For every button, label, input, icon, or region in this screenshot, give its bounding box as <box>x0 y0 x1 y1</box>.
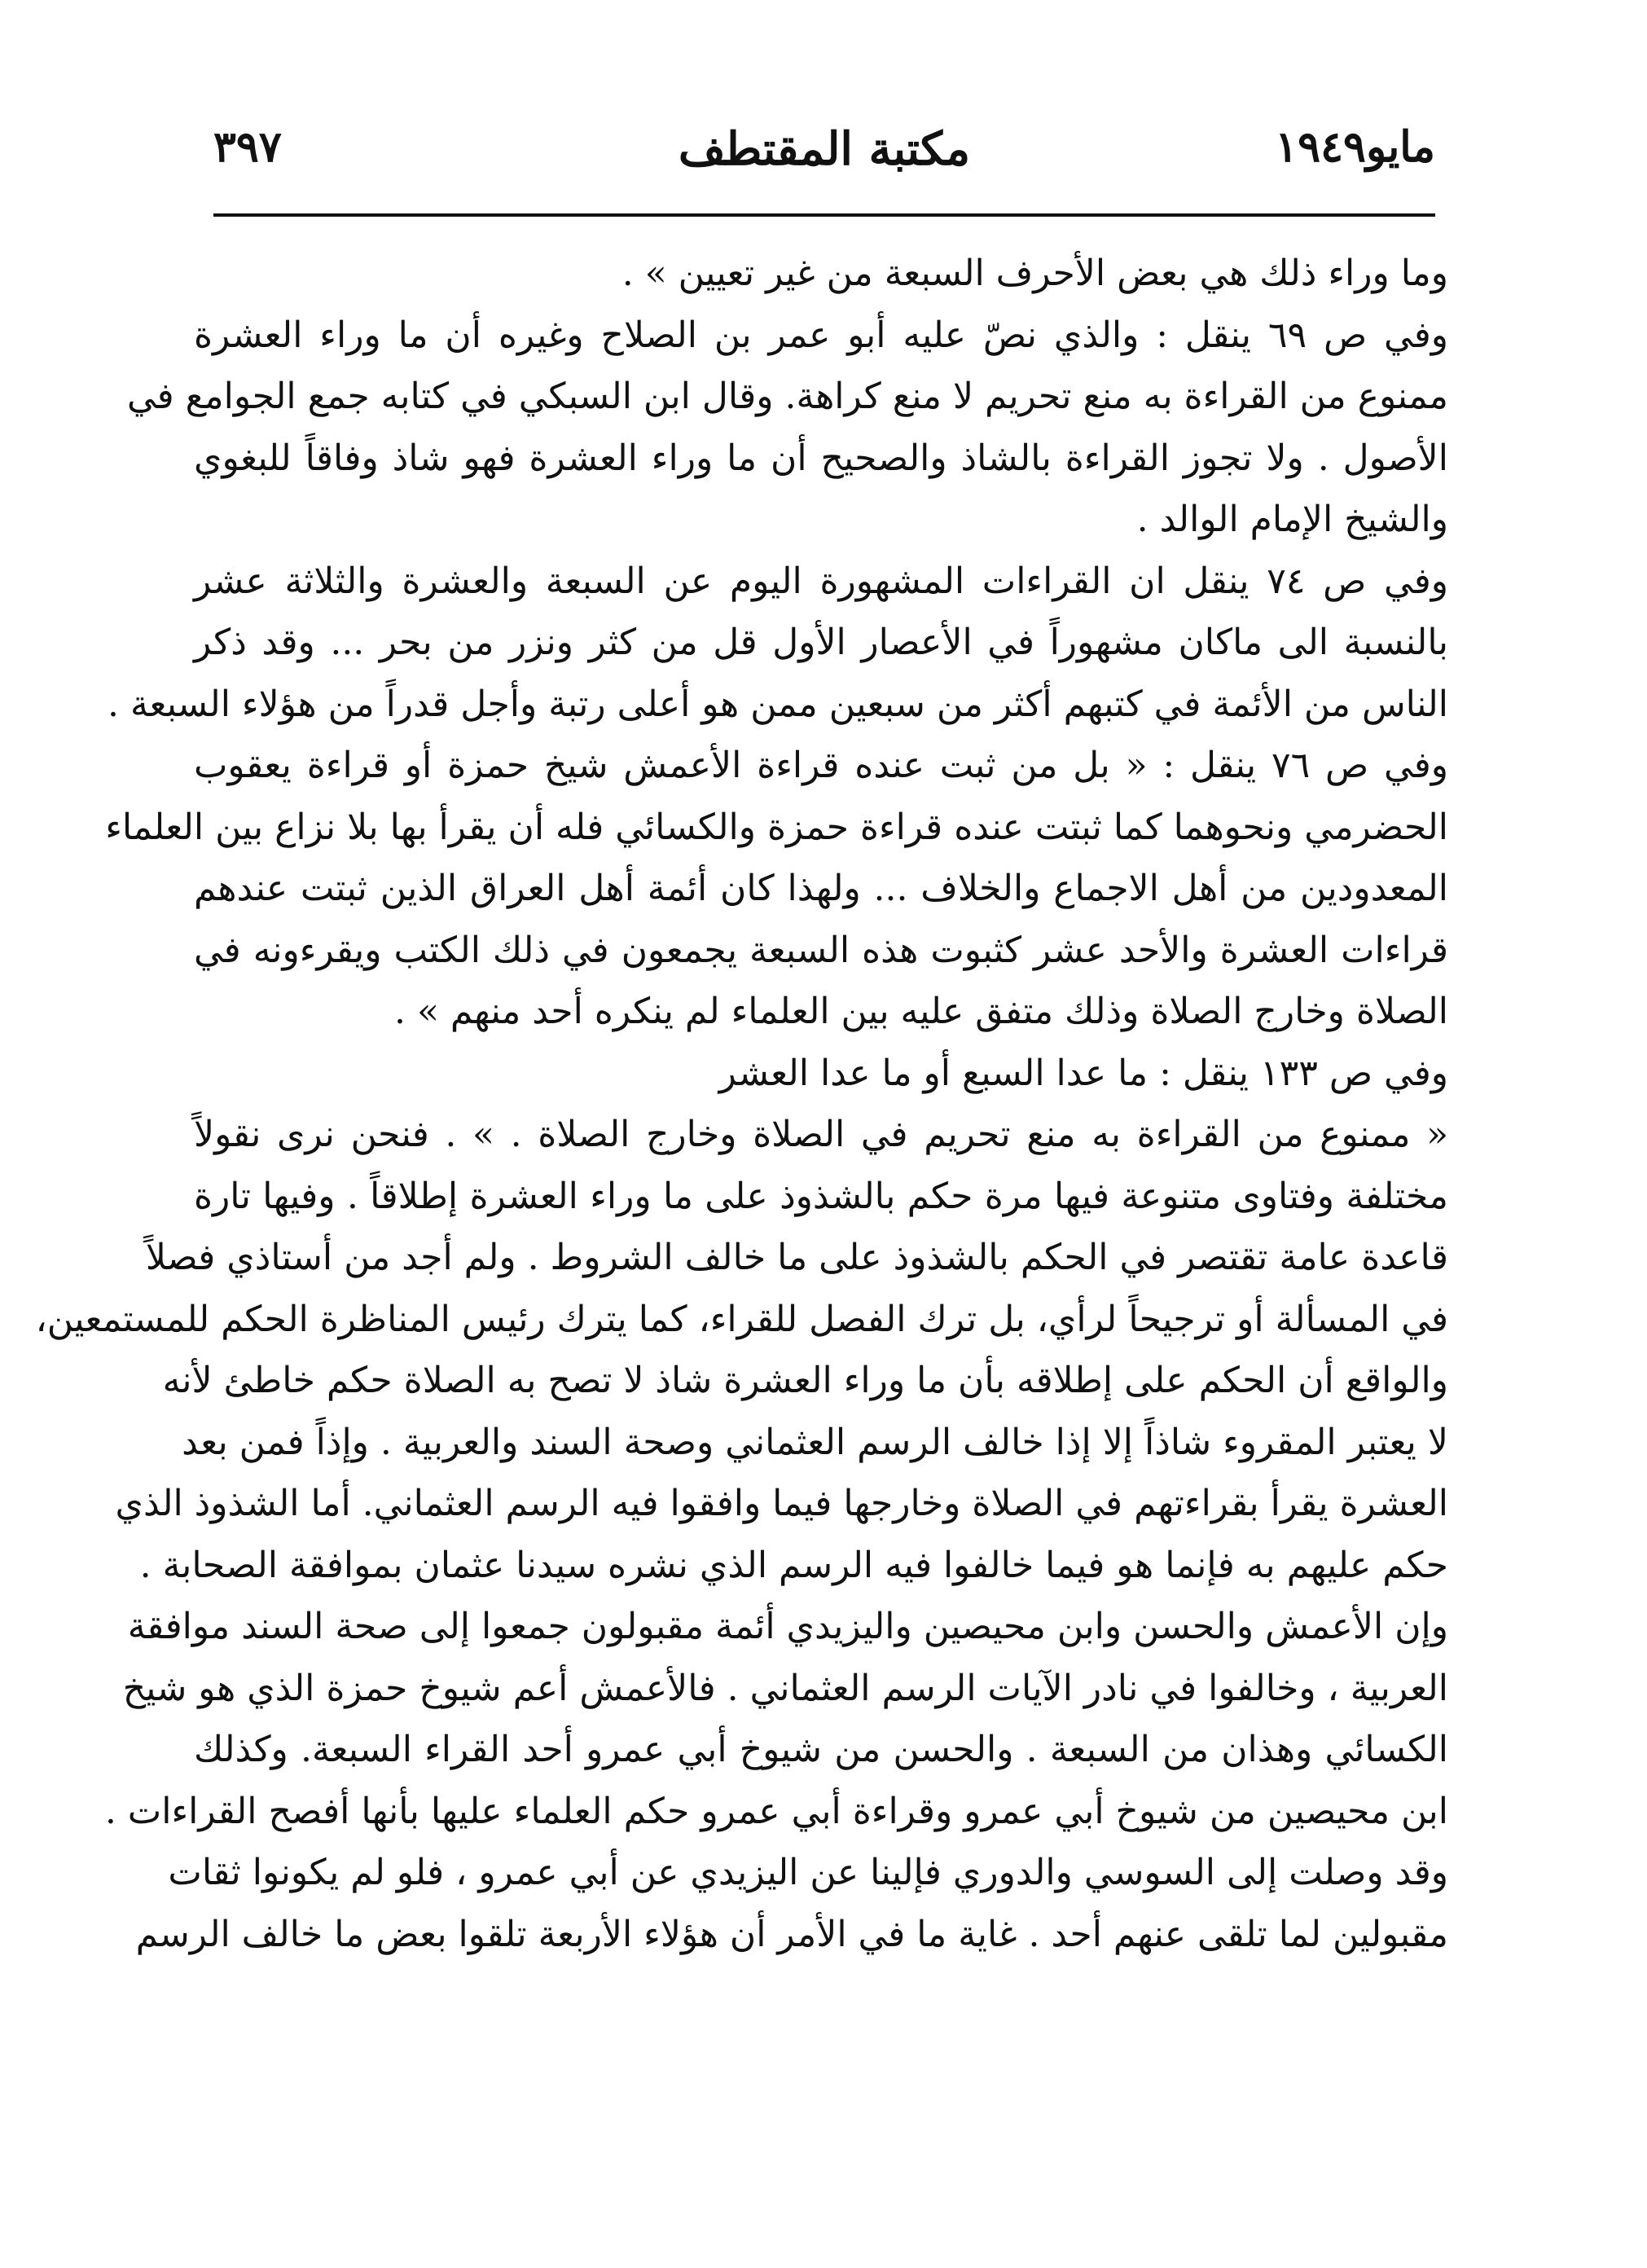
text-line: لا يعتبر المقروء شاذاً إلا إذا خالف الرسم العثماني وصحة السند والعربية . وإذاً فمن بعد <box>182 1421 1448 1463</box>
text-line: قاعدة عامة تقتصر في الحكم بالشذوذ على ما خالف الشروط . ولم أجد من أستاذي فصلاً <box>145 1237 1448 1278</box>
text-line: وفي ص ٧٤ ينقل ان القراءات المشهورة اليوم عن السبعة والعشرة والثلاثة عشر <box>194 560 1449 602</box>
text-line: وقد وصلت إلى السوسي والدوري فإلينا عن اليزيدي عن أبي عمرو ، فلو لم يكونوا ثقات <box>168 1852 1448 1893</box>
text-line: مختلفة وفتاوى متنوعة فيها مرة حكم بالشذوذ على ما وراء العشرة إطلاقاً . وفيها تارة <box>194 1175 1448 1217</box>
text-line: الحضرمي ونحوهما كما ثبتت عنده قراءة حمزة والكسائي فله أن يقرأ بها بلا نزاع بين العلماء <box>105 806 1448 848</box>
header-date: مايو١٩٤٩ <box>1275 122 1435 172</box>
text-line: ابن محيصين من شيوخ أبي عمرو وقراءة أبي عمرو حكم العلماء عليها بأنها أفصح القراءات . <box>104 1790 1448 1832</box>
text-line: ممنوع من القراءة به منع تحريم لا منع كراهة. وقال ابن السبكي في كتابه جمع الجوامع في <box>126 376 1448 417</box>
text-line: « ممنوع من القراءة به منع تحريم في الصلاة وخارج الصلاة . » . فنحن نرى نقولاً <box>194 1114 1448 1155</box>
page-header <box>213 122 1435 187</box>
text-line: العشرة يقرأ بقراءتهم في الصلاة وخارجها فيما وافقوا فيه الرسم العثماني. أما الشذوذ الذي <box>115 1483 1448 1524</box>
text-line: الناس من الأئمة في كتبهم أكثر من سبعين ممن هو أعلى رتبة وأجل قدراً من هؤلاء السبعة . <box>107 683 1448 725</box>
text-line: المعدودين من أهل الاجماع والخلاف ... ولهذا كان أئمة أهل العراق الذين ثبتت عندهم <box>194 868 1448 909</box>
text-line: الأصول . ولا تجوز القراءة بالشاذ والصحيح أن ما وراء العشرة فهو شاذ وفاقاً للبغوي <box>194 437 1448 479</box>
text-line: وما وراء ذلك هي بعض الأحرف السبعة من غير تعيين » . <box>621 253 1448 294</box>
text-line: حكم عليهم به فإنما هو فيما خالفوا فيه الرسم الذي نشره سيدنا عثمان بموافقة الصحابة . <box>139 1544 1448 1586</box>
header-page-number: ٣٩٧ <box>213 122 282 172</box>
text-line: في المسألة أو ترجيحاً لرأي، بل ترك الفصل للقراء، كما يترك رئيس المناظرة الحكم للمستمعين، <box>35 1298 1448 1340</box>
text-line: والواقع أن الحكم على إطلاقه بأن ما وراء العشرة شاذ لا تصح به الصلاة حكم خاطئ لأنه <box>162 1360 1448 1401</box>
text-line: قراءات العشرة والأحد عشر كثبوت هذه السبعة يجمعون في ذلك الكتب ويقرءونه في <box>194 929 1448 971</box>
text-line: مقبولين لما تلقى عنهم أحد . غاية ما في الأمر أن هؤلاء الأربعة تلقوا بعض ما خالف الرسم <box>135 1913 1448 1955</box>
text-line: الكسائي وهذان من السبعة . والحسن من شيوخ أبي عمرو أحد القراء السبعة. وكذلك <box>194 1729 1448 1770</box>
text-line: الصلاة وخارج الصلاة وذلك متفق عليه بين العلماء لم ينكره أحد منهم » . <box>394 991 1448 1032</box>
text-line: والشيخ الإمام الوالد . <box>1136 499 1448 540</box>
text-line: وفي ص ٦٩ ينقل : والذي نصّ عليه أبو عمر بن الصلاح وغيره أن ما وراء العشرة <box>194 314 1449 356</box>
text-line: وفي ص ١٣٣ ينقل : ما عدا السبع أو ما عدا العشر <box>718 1052 1448 1094</box>
text-line: بالنسبة الى ماكان مشهوراً في الأعصار الأول قل من كثر ونزر من بحر ... وقد ذكر <box>194 622 1448 663</box>
header-divider <box>213 213 1435 217</box>
text-line: وإن الأعمش والحسن وابن محيصين واليزيدي أئمة مقبولون جمعوا إلى صحة السند موافقة <box>127 1606 1448 1647</box>
body-text <box>35 243 1449 1965</box>
header-title: مكتبة المقتطف <box>678 122 971 176</box>
text-line: العربية ، وخالفوا في نادر الآيات الرسم العثماني . فالأعمش أعم شيوخ حمزة الذي هو شيخ <box>122 1667 1448 1709</box>
text-line: وفي ص ٧٦ ينقل : « بل من ثبت عنده قراءة الأعمش شيخ حمزة أو قراءة يعقوب <box>194 745 1448 786</box>
